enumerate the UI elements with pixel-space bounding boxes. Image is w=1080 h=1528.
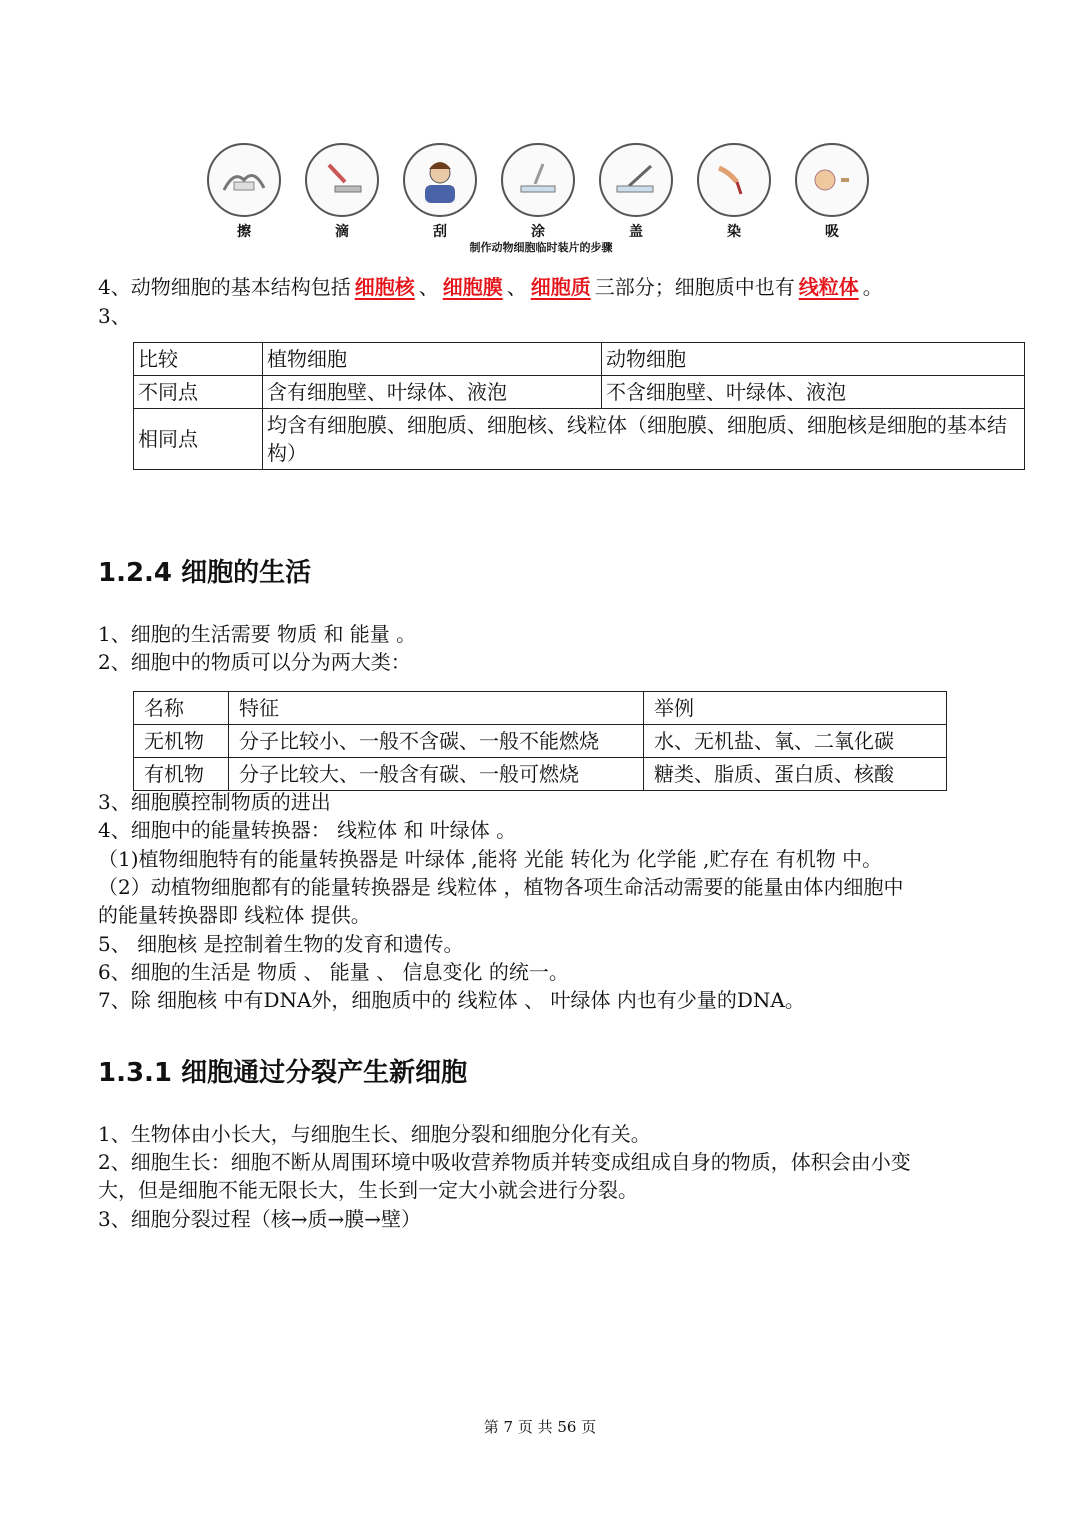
stain-icon: [697, 143, 771, 217]
smear-icon: [501, 143, 575, 217]
paragraph: 2、细胞中的物质可以分为两大类：: [98, 650, 411, 674]
table-row: 有机物 分子比较大、一般含有碳、一般可燃烧 糖类、脂质、蛋白质、核酸: [134, 758, 947, 791]
paragraph: 大，但是细胞不能无限长大，生长到一定大小就会进行分裂。: [98, 1178, 638, 1202]
answer-mitochondria: 线粒体: [798, 275, 859, 299]
absorb-icon: [795, 143, 869, 217]
paragraph: 5、 细胞核 是控制着生物的发育和遗传。: [98, 932, 464, 956]
section-title-124: 1.2.4 细胞的生活: [98, 558, 312, 588]
cell-comparison-table: [133, 342, 1025, 470]
paragraph: 3、细胞膜控制物质的进出: [98, 790, 331, 814]
animal-cell-line: 4、动物细胞的基本结构包括 细胞核 、 细胞膜 、 细胞质 三部分；细胞质中也有 线粒体 。: [98, 275, 883, 299]
step-3: 刮: [402, 143, 478, 241]
paragraph: 4、细胞中的能量转换器： 线粒体 和 叶绿体 。: [98, 818, 517, 842]
steps-illustration: [206, 143, 876, 253]
paragraph: （2）动植物细胞都有的能量转换器是 线粒体 ，植物各项生命活动需要的能量由体内细胞中: [98, 875, 904, 899]
dropper-icon: [305, 143, 379, 217]
step-2: 滴: [304, 143, 380, 241]
step-4: 涂: [500, 143, 576, 241]
step-1: 擦: [206, 143, 282, 241]
paragraph: 1、生物体由小长大，与细胞生长、细胞分裂和细胞分化有关。: [98, 1122, 651, 1146]
paragraph: 的能量转换器即 线粒体 提供。: [98, 903, 371, 927]
answer-nucleus: 细胞核: [354, 275, 415, 299]
step-5: 盖: [598, 143, 674, 241]
page-footer: 第 7 页 共 56 页: [483, 1418, 597, 1436]
table-row: 不同点 含有细胞壁、叶绿体、液泡 不含细胞壁、叶绿体、液泡: [134, 376, 1025, 409]
paragraph: 6、细胞的生活是 物质 、 能量 、 信息变化 的统一。: [98, 960, 569, 984]
item-3-label: 3、: [98, 304, 131, 328]
step-6: 染: [696, 143, 772, 241]
section-title-131: 1.3.1 细胞通过分裂产生新细胞: [98, 1058, 468, 1088]
hand-wipe-icon: [207, 143, 281, 217]
step-7: 吸: [794, 143, 870, 241]
answer-membrane: 细胞膜: [442, 275, 503, 299]
substance-table: [133, 691, 947, 791]
paragraph: 2、细胞生长：细胞不断从周围环境中吸收营养物质并转变成组成自身的物质，体积会由小变: [98, 1150, 911, 1174]
table-row: 比较 植物细胞 动物细胞: [134, 343, 1025, 376]
paragraph: 1、细胞的生活需要 物质 和 能量 。: [98, 622, 417, 646]
person-scrape-icon: [403, 143, 477, 217]
steps-caption: 制作动物细胞临时装片的步骤: [469, 241, 613, 254]
paragraph: 3、细胞分裂过程（核→质→膜→壁）: [98, 1207, 421, 1231]
table-row: 无机物 分子比较小、一般不含碳、一般不能燃烧 水、无机盐、氧、二氧化碳: [134, 725, 947, 758]
table-row: 名称 特征 举例: [134, 692, 947, 725]
paragraph: （1)植物细胞特有的能量转换器是 叶绿体 ,能将 光能 转化为 化学能 ,贮存在 有机物 中。: [98, 847, 883, 871]
paragraph: 7、除 细胞核 中有DNA外，细胞质中的 线粒体 、 叶绿体 内也有少量的DNA。: [98, 988, 805, 1012]
table-row: 相同点 均含有细胞膜、细胞质、细胞核、线粒体（细胞膜、细胞质、细胞核是细胞的基本结构）: [134, 409, 1025, 470]
cover-slip-icon: [599, 143, 673, 217]
answer-cytoplasm: 细胞质: [530, 275, 591, 299]
